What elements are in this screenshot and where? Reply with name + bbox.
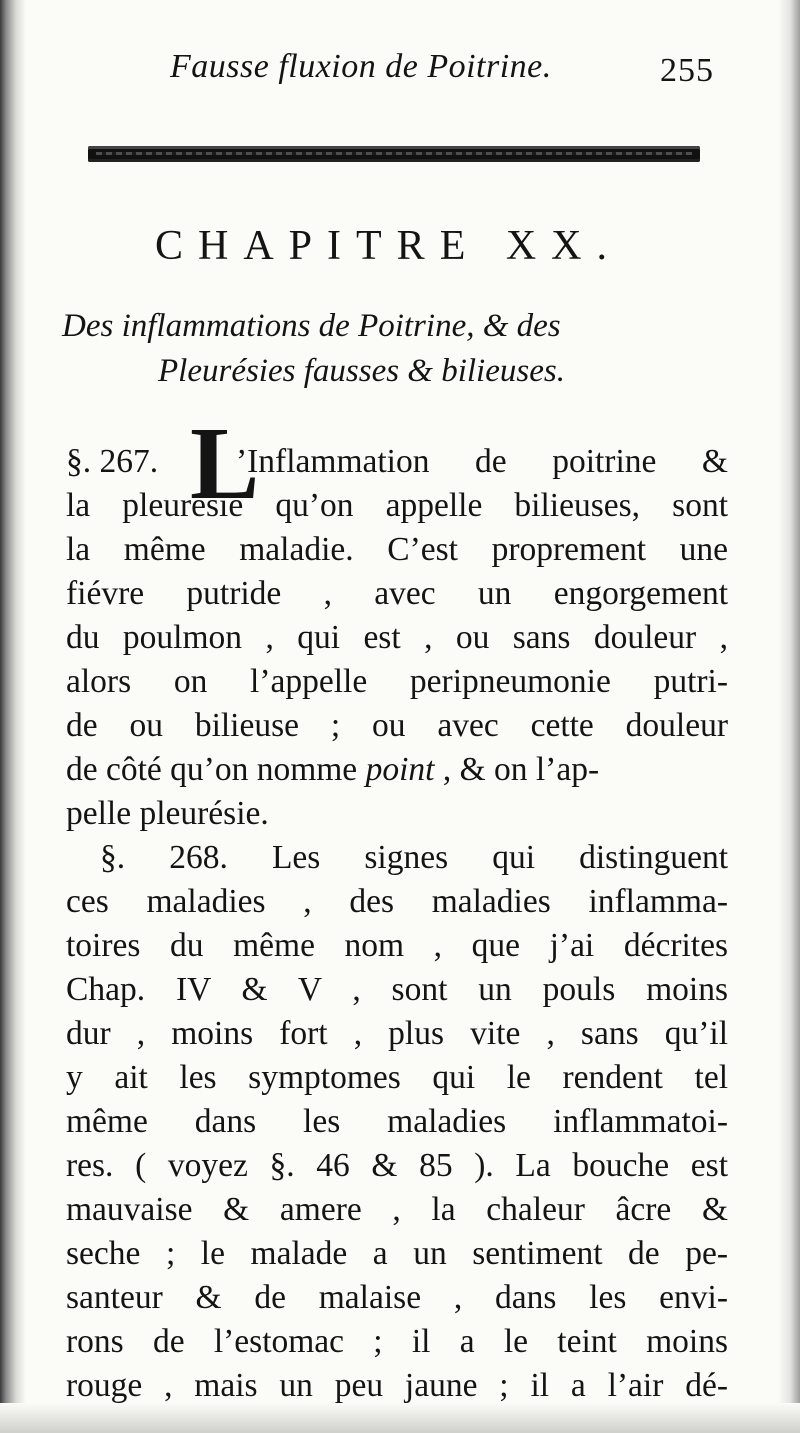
- text-line: de ou bilieuse ; ou avec cette douleur: [66, 707, 728, 744]
- chapter-title: CHAPITRE XX.: [155, 223, 623, 269]
- page-gutter-shadow: [0, 0, 26, 1433]
- text-line: dur , moins fort , plus vite , sans qu’il: [66, 1015, 728, 1052]
- section-number-267: §. 267.: [66, 443, 159, 480]
- text-line: Chap. IV & V , sont un pouls moins: [66, 971, 728, 1008]
- text-line: rons de l’estomac ; il a le teint moins: [66, 1323, 728, 1360]
- page-number: 255: [660, 52, 714, 89]
- text-line: [66, 748, 728, 792]
- section-number-268: §. 268.: [100, 839, 228, 876]
- text-line: rouge , mais un peu jaune ; il a l’air dé-: [66, 1367, 728, 1404]
- text-fragment: de côté qu’on nomme: [66, 751, 358, 788]
- text-line: la même maladie. C’est proprement une: [66, 531, 728, 568]
- text-line: ’Inflammation de poitrine &: [236, 443, 728, 480]
- text-line: mauvaise & amere , la chaleur âcre &: [66, 1191, 728, 1228]
- drop-cap: L: [190, 406, 260, 521]
- text-fragment: , & on l’ap-: [442, 751, 600, 788]
- running-head: Fausse fluxion de Poitrine.: [170, 48, 552, 85]
- chapter-subtitle-line-1: Des inflammations de Poitrine, & des: [62, 308, 561, 344]
- chapter-subtitle-line-2: Pleurésies fausses & bilieuses.: [158, 353, 565, 389]
- text-line: res. ( voyez §. 46 & 85 ). La bouche est: [66, 1147, 728, 1184]
- page-edge-shadow: [778, 0, 800, 1433]
- italic-term: point: [365, 751, 435, 788]
- ornamental-rule: [88, 146, 700, 162]
- text-line: alors on l’appelle peripneumonie putri-: [66, 663, 728, 700]
- text-line: y ait les symptomes qui le rendent tel: [66, 1059, 728, 1096]
- text-line: ces maladies , des maladies inflamma-: [66, 883, 728, 920]
- text-line: fiévre putride , avec un engorgement: [66, 575, 728, 612]
- text-line: pelle pleurésie.: [66, 795, 269, 832]
- text-line: santeur & de malaise , dans les envi-: [66, 1279, 728, 1316]
- text-line: la pleurésie qu’on appelle bilieuses, sont: [66, 487, 728, 524]
- text-line: seche ; le malade a un sentiment de pe-: [66, 1235, 728, 1272]
- text-line: toires du même nom , que j’ai décrites: [66, 927, 728, 964]
- text-line: du poulmon , qui est , ou sans douleur ,: [66, 619, 728, 656]
- text-fragment: Les signes qui distinguent: [271, 839, 729, 876]
- text-line: [100, 836, 728, 880]
- text-line: même dans les maladies inflammatoi-: [66, 1103, 728, 1140]
